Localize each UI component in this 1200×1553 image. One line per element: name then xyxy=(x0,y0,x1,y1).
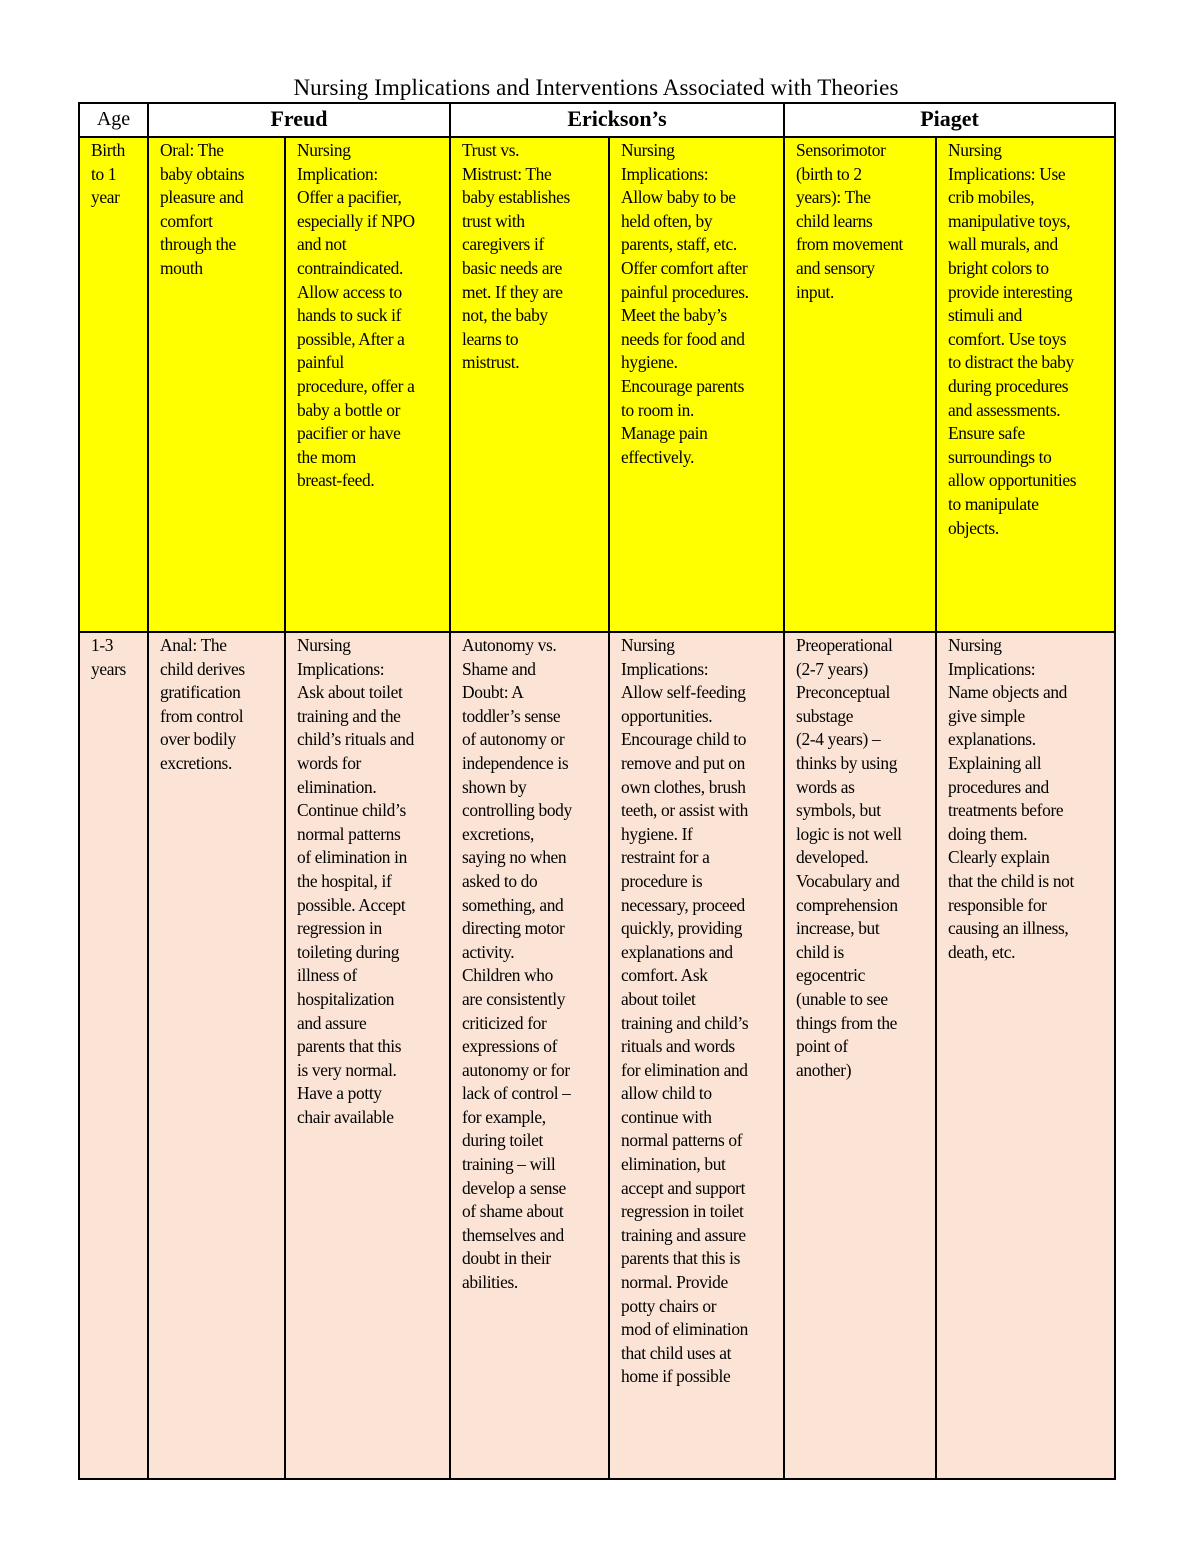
age-text: 1-3 years xyxy=(91,635,126,679)
header-row xyxy=(79,103,1115,137)
erickson-stage-text: Autonomy vs. Shame and Doubt: A toddler’s sense of autonomy or independence is shown by controlling body excretions, saying no when asked to do something, and directing motor activity. Children who are consistently criticized for expressions of autonomy or for lack of control – for example, during toilet training – will develop a sense of shame about themselves and doubt in their abilities. xyxy=(462,635,572,1293)
freud-stage-cell xyxy=(148,632,285,1479)
piaget-stage-cell xyxy=(784,137,936,632)
piaget-implication-cell xyxy=(936,632,1115,1479)
theories-table xyxy=(78,102,1116,1480)
document-title: Nursing Implications and Interventions Associated with Theories xyxy=(293,75,899,100)
table-row-birth-to-1-year xyxy=(79,137,1115,632)
freud-implication-cell xyxy=(285,632,450,1479)
piaget-stage-cell xyxy=(784,632,936,1479)
erickson-implication-text: Nursing Implications: Allow self-feeding opportunities. Encourage child to remove and put on own clothes, brush teeth, or assist with hygiene. If restraint for a procedure is necessary, proceed quickly, providing explanations and comfort. Ask about toilet training and child’s rituals and words for elimination and allow child to continue with normal patterns of elimination, but accept and support regression in toilet training and assure parents that this is normal. Provide potty chairs or mod of elimination that child uses at home if possible xyxy=(621,635,749,1387)
freud-header: Freud xyxy=(148,103,450,137)
piaget-stage-text: Preoperational (2-7 years) Preconceptual substage (2-4 years) – thinks by using words as symbols, but logic is not well developed. Vocabulary and comprehension increase, but child is egocentric (unable to see things from the point of another) xyxy=(796,635,902,1080)
age-cell xyxy=(79,632,148,1479)
table-row-1-3-years xyxy=(79,632,1115,1479)
erickson-implication-cell xyxy=(609,632,784,1479)
age-cell xyxy=(79,137,148,632)
freud-implication-text: Nursing Implications: Ask about toilet training and the child’s rituals and words for elimination. Continue child’s normal patterns of elimination in the hospital, if possible. Accept regression in toileting during illness of hospitalization and assure parents that this is very normal. Have a potty chair available xyxy=(297,635,414,1127)
erickson-implication-cell xyxy=(609,137,784,632)
freud-stage-text: Anal: The child derives gratification from control over bodily excretions. xyxy=(160,635,245,773)
piaget-implication-cell xyxy=(936,137,1115,632)
piaget-stage-text: Sensorimotor (birth to 2 years): The child learns from movement and sensory input. xyxy=(796,140,904,302)
age-text: Birth to 1 year xyxy=(91,140,125,208)
erickson-implication-text: Nursing Implications: Allow baby to be held often, by parents, staff, etc. Offer comfort after painful procedures. Meet the baby’s needs for food and hygiene. Encourage parents to room in. Manage pain effectively. xyxy=(621,140,749,467)
erickson-stage-text: Trust vs. Mistrust: The baby establishes trust with caregivers if basic needs are met. If they are not, the baby learns to mistrust. xyxy=(462,140,570,373)
piaget-header: Piaget xyxy=(784,103,1115,137)
erickson-stage-cell xyxy=(450,632,609,1479)
piaget-implication-text: Nursing Implications: Use crib mobiles, manipulative toys, wall murals, and bright colors to provide interesting stimuli and comfort. Use toys to distract the baby during procedures and assessments. Ensure safe surroundings to allow opportunities to manipulate objects. xyxy=(948,140,1077,538)
erickson-header: Erickson’s xyxy=(450,103,784,137)
freud-stage-text: Oral: The baby obtains pleasure and comfort through the mouth xyxy=(160,140,245,278)
freud-implication-cell xyxy=(285,137,450,632)
age-header: Age xyxy=(79,103,148,137)
erickson-stage-cell xyxy=(450,137,609,632)
freud-stage-cell xyxy=(148,137,285,632)
piaget-implication-text: Nursing Implications: Name objects and give simple explanations. Explaining all procedures and treatments before doing them. Clearly explain that the child is not responsible for causing an illness, death, etc. xyxy=(948,635,1074,962)
freud-implication-text: Nursing Implication: Offer a pacifier, especially if NPO and not contraindicated. Allow access to hands to suck if possible, After a painful procedure, offer a baby a bottle or pacifier or have the mom breast-feed. xyxy=(297,140,415,491)
